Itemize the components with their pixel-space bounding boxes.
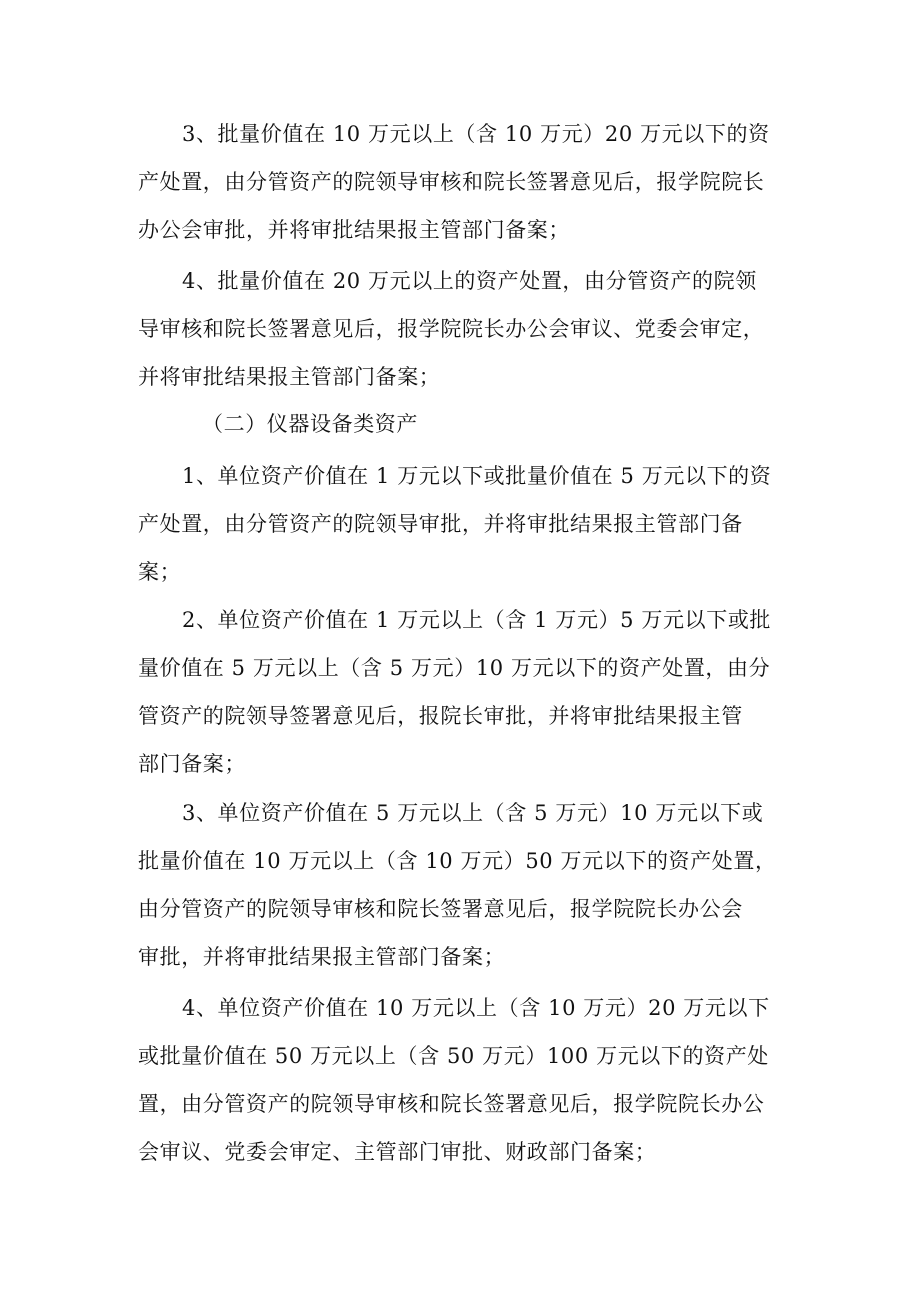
paragraph-line: 4、单位资产价值在 10 万元以上（含 10 万元）20 万元以下 <box>182 996 770 1020</box>
paragraph-line: 导审核和院长签署意见后，报学院院长办公会审议、党委会审定， <box>138 317 765 341</box>
paragraph-line: 会审议、党委会审定、主管部门审批、财政部门备案； <box>138 1140 657 1164</box>
paragraph-line: 由分管资产的院领导审核和院长签署意见后，报学院院长办公会 <box>138 897 743 921</box>
paragraph-line: 4、批量价值在 20 万元以上的资产处置，由分管资产的院领 <box>182 269 757 293</box>
paragraph-line: 3、单位资产价值在 5 万元以上（含 5 万元）10 万元以下或 <box>182 801 764 825</box>
paragraph-line: 管资产的院领导签署意见后，报院长审批，并将审批结果报主管 <box>138 704 743 728</box>
paragraph-line: 2、单位资产价值在 1 万元以上（含 1 万元）5 万元以下或批 <box>182 608 772 632</box>
paragraph-line: 部门备案； <box>138 752 246 776</box>
paragraph-line: 产处置，由分管资产的院领导审核和院长签署意见后，报学院院长 <box>138 170 765 194</box>
paragraph-line: 并将审批结果报主管部门备案； <box>138 365 441 389</box>
paragraph-line: 3、批量价值在 10 万元以上（含 10 万元）20 万元以下的资 <box>182 122 770 146</box>
paragraph-line: 批量价值在 10 万元以上（含 10 万元）50 万元以下的资产处置， <box>138 849 777 873</box>
paragraph-line: 量价值在 5 万元以上（含 5 万元）10 万元以下的资产处置，由分 <box>138 656 771 680</box>
paragraph-line: 或批量价值在 50 万元以上（含 50 万元）100 万元以下的资产处 <box>138 1044 769 1068</box>
paragraph-line: 审批，并将审批结果报主管部门备案； <box>138 945 506 969</box>
paragraph-line: 1、单位资产价值在 1 万元以下或批量价值在 5 万元以下的资 <box>182 464 772 488</box>
paragraph-line: 案； <box>138 560 182 584</box>
paragraph-line: 办公会审批，并将审批结果报主管部门备案； <box>138 218 570 242</box>
section-heading: （二）仪器设备类资产 <box>202 412 418 436</box>
paragraph-line: 产处置，由分管资产的院领导审批，并将审批结果报主管部门备 <box>138 512 743 536</box>
paragraph-line: 置，由分管资产的院领导审核和院长签署意见后，报学院院长办公 <box>138 1092 765 1116</box>
